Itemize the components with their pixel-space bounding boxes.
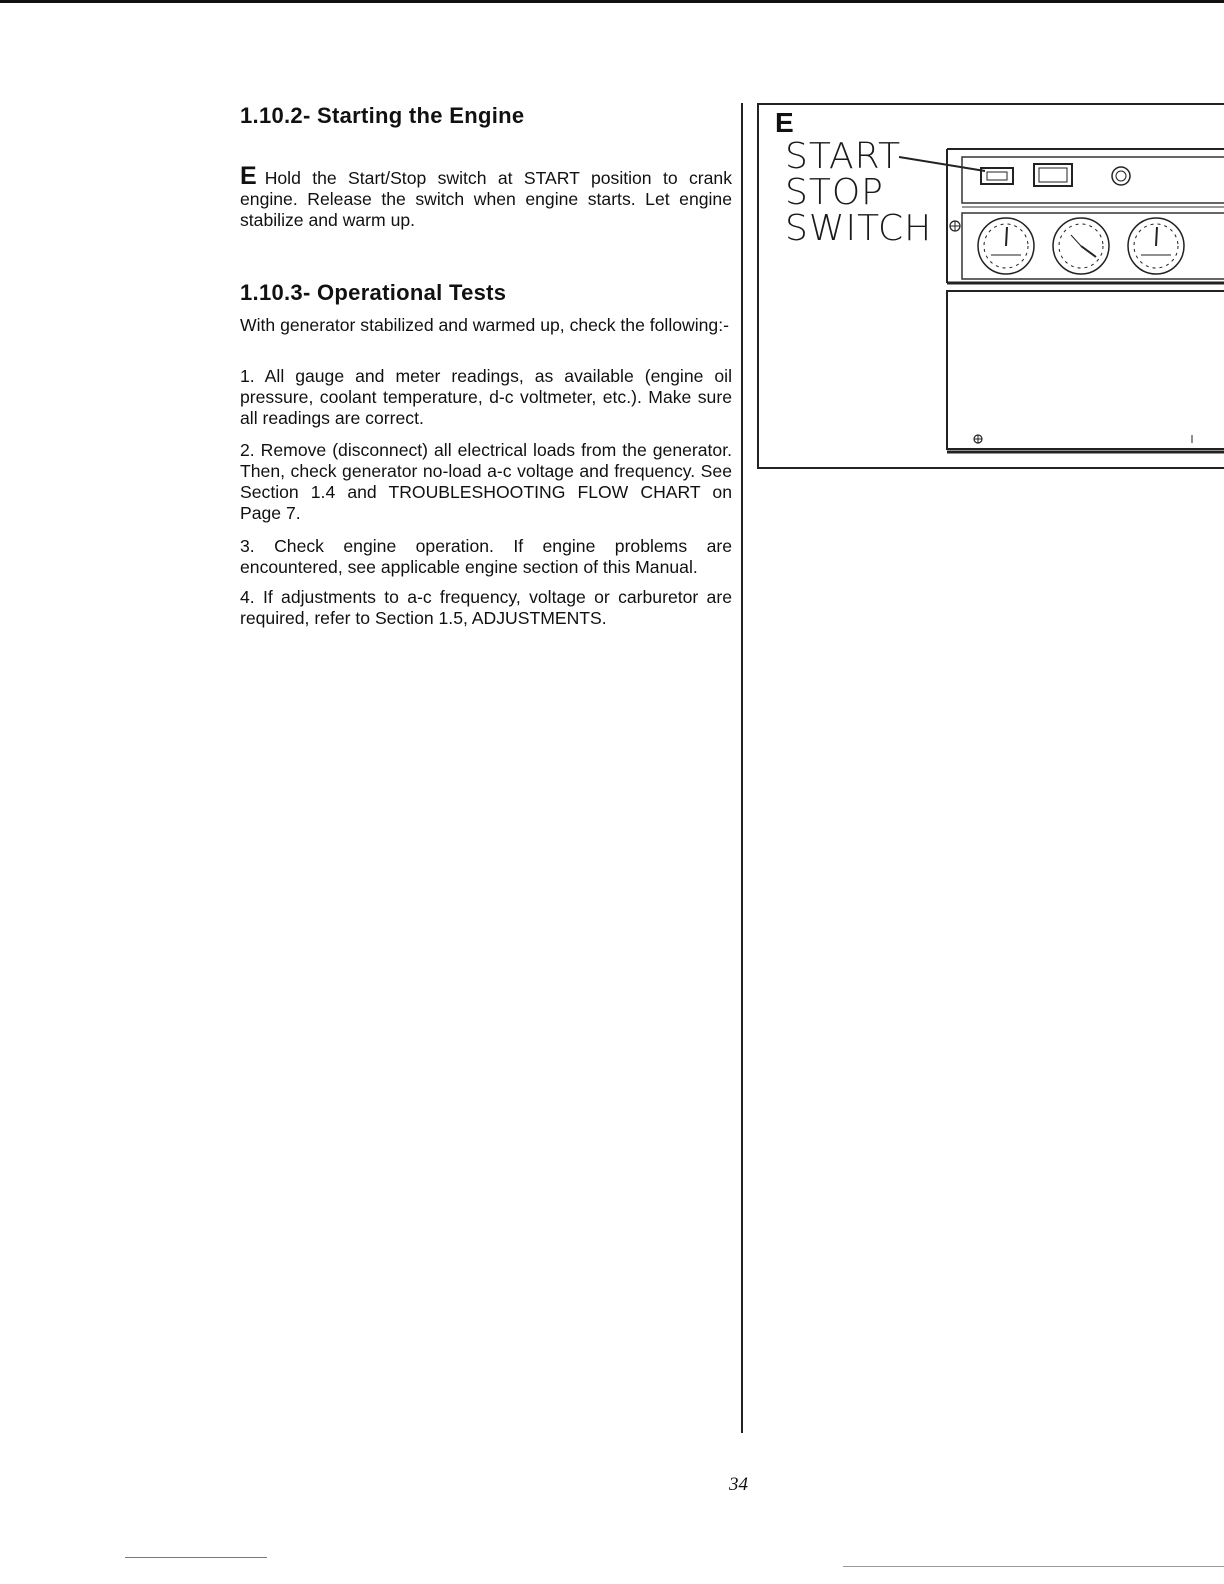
meter-window-icon (1034, 164, 1072, 186)
list-item: 3. Check engine operation. If engine problems are encountered, see applicable engine section of this Manual. (240, 536, 732, 577)
operational-tests-intro: With generator stabilized and warmed up, check the following:- (240, 315, 729, 335)
top-rule (0, 0, 1224, 3)
bottom-rule-right (843, 1566, 1224, 1567)
lower-panel (947, 291, 1224, 449)
voltmeter-gauge-icon (1128, 218, 1184, 274)
list-item: 4. If adjustments to a-c frequency, voltage or carburetor are required, refer to Section 1.5, ADJUSTMENTS. (240, 587, 732, 628)
heading-operational-tests: 1.10.3- Operational Tests (240, 280, 507, 305)
list-item: 1. All gauge and meter readings, as available (engine oil pressure, coolant temperature, d-c voltmeter, etc.). Make sure all readings are correct. (240, 366, 732, 428)
start-stop-switch-icon (981, 168, 1013, 184)
indicator-lamp-icon (1112, 167, 1130, 185)
figure-label-line: STOP (785, 172, 884, 213)
list-item: 2. Remove (disconnect) all electrical loads from the generator. Then, check generator no-load a-c voltage and frequency. See Section 1.4 and TROUBLESHOOTING FLOW CHART on Page 7. (240, 440, 732, 523)
heading-starting-engine: 1.10.2- Starting the Engine (240, 103, 525, 128)
figure-label-line: SWITCH (785, 208, 933, 249)
figure-label-line: START (785, 136, 902, 177)
figure-letter: E (775, 107, 794, 138)
oil-pressure-gauge-icon (978, 218, 1034, 274)
figure-reference-marker: E (240, 162, 257, 190)
figure-start-stop-switch (757, 103, 1224, 469)
page-number: 34 (729, 1474, 748, 1495)
leader-line (899, 157, 985, 171)
starting-engine-paragraph (240, 162, 732, 231)
temperature-gauge-icon (1053, 218, 1109, 274)
control-panel-illustration (899, 105, 1224, 471)
starting-engine-text: Hold the Start/Stop switch at START position to crank engine. Release the switch when engine starts. Let engine stabilize and warm up. (240, 168, 732, 230)
column-divider (741, 103, 743, 1433)
bottom-rule-left (125, 1557, 267, 1558)
